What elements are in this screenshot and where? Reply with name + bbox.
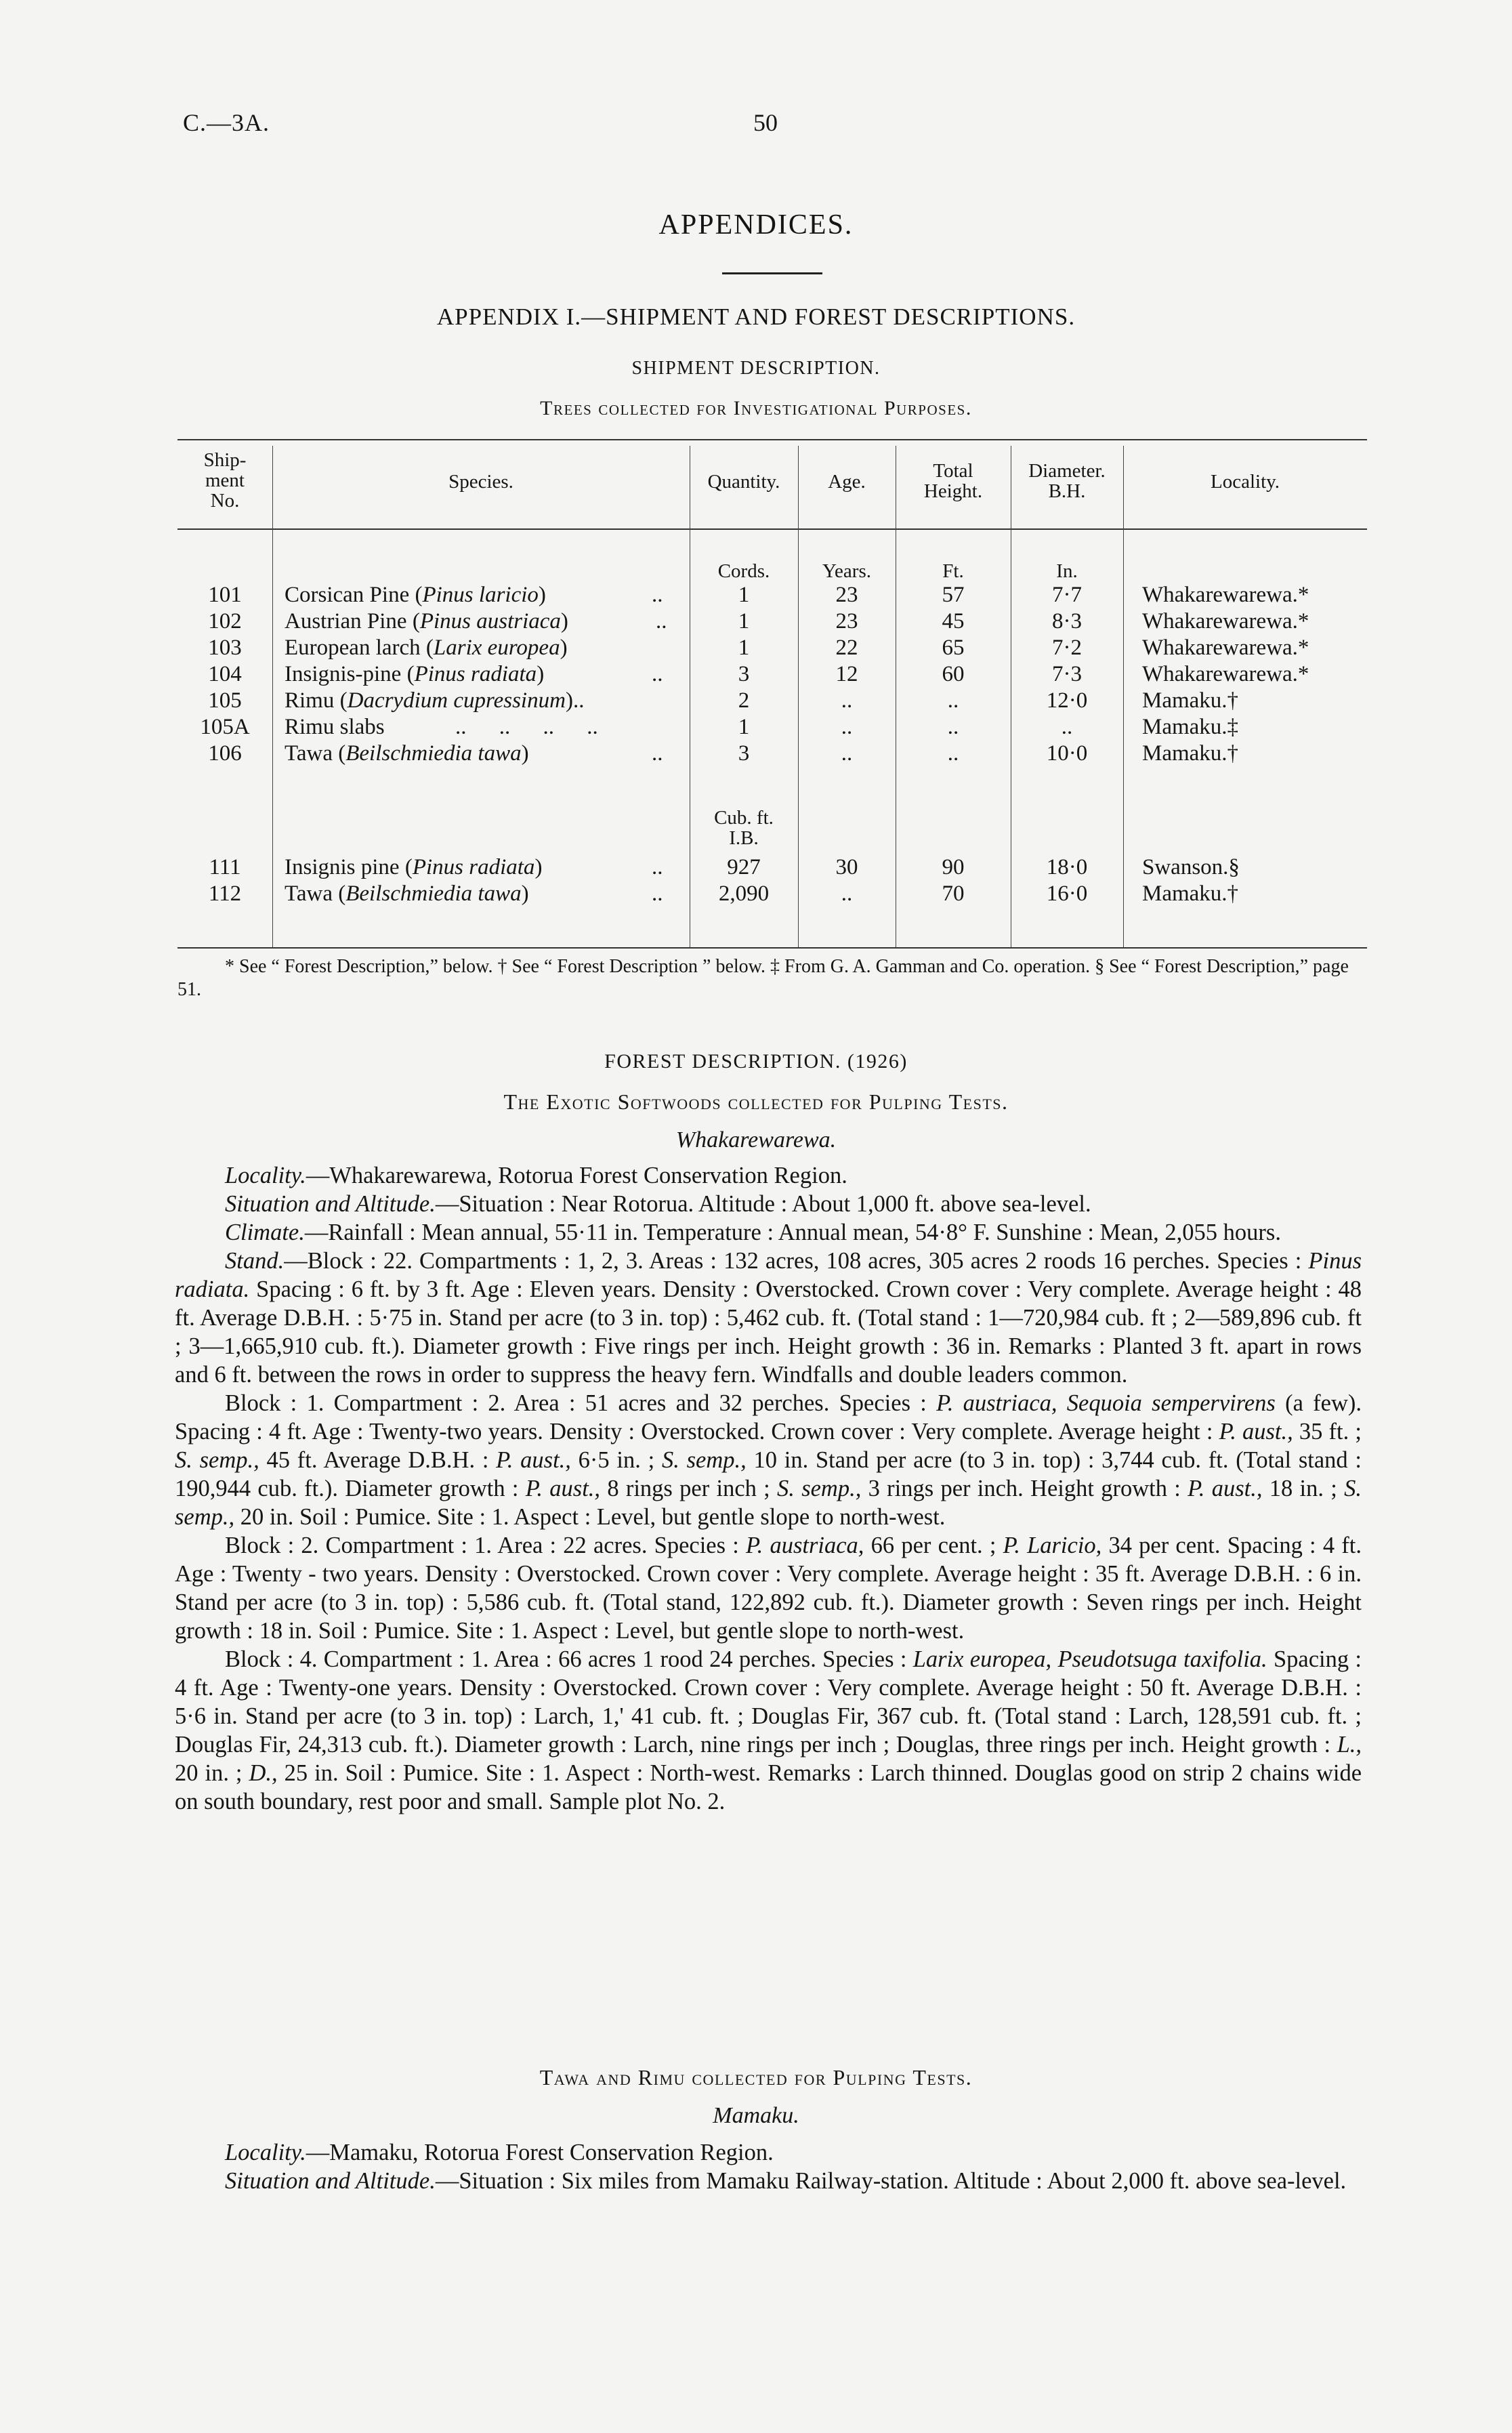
mamaku-heading: Mamaku. <box>713 2103 799 2128</box>
leader-dots: .. <box>656 609 667 633</box>
whakarewarewa-heading: Whakarewarewa. <box>675 1127 837 1152</box>
diameter-value: 8·3 <box>1052 609 1082 633</box>
locality-paragraph: Locality.—Mamaku, Rotorua Forest Conservation Region. <box>225 2140 774 2165</box>
diameter-value: 7·7 <box>1052 583 1082 607</box>
unit-label: Years. <box>822 560 871 582</box>
quantity-value: 2,090 <box>718 881 770 906</box>
leader-dots: .. <box>652 583 663 607</box>
height-value: 60 <box>942 662 965 686</box>
leader-dots: .. <box>652 662 663 686</box>
species-name: Insignis-pine (Pinus radiata) <box>285 662 545 686</box>
unit-label: Ft. <box>942 560 964 582</box>
locality-value: Mamaku.‡ <box>1142 715 1239 739</box>
document-reference: C.—3A. <box>183 109 270 136</box>
page-number: 50 <box>753 109 778 136</box>
shipment-number: 112 <box>208 881 242 906</box>
table-top-rule <box>177 439 1367 440</box>
age-value: .. <box>841 741 853 766</box>
column-header-shipment: Ship- ment No. <box>203 449 247 512</box>
table-header-rule <box>177 528 1367 530</box>
table-bottom-rule <box>177 947 1367 949</box>
title-divider <box>722 272 822 274</box>
diameter-value: .. <box>1061 715 1073 739</box>
appendix-title: APPENDIX I.—SHIPMENT AND FOREST DESCRIPTIONS. <box>436 304 1076 330</box>
locality-value: Mamaku.† <box>1142 688 1239 713</box>
shipment-heading: SHIPMENT DESCRIPTION. <box>631 358 881 379</box>
shipment-number: 103 <box>208 636 242 660</box>
situation-paragraph: Situation and Altitude.—Situation : Six miles from Mamaku Railway-station. Altitude : About 2,000 ft. above sea-level. <box>225 2168 1347 2194</box>
diameter-value: 12·0 <box>1046 688 1088 713</box>
whakarewarewa-description <box>175 1161 1362 1816</box>
table-footnote: * See “ Forest Description,” below. † See “ Forest Description ” below. ‡ From G. A. Gamman and Co. operation. § See “ Forest Description,” page 51. <box>177 956 1349 1000</box>
column-header-species: Species. <box>448 471 513 493</box>
species-name: Rimu slabs <box>285 715 385 739</box>
shipment-number: 104 <box>208 662 242 686</box>
quantity-value: 1 <box>738 636 750 660</box>
locality-value: Whakarewarewa.* <box>1142 583 1309 607</box>
trees-heading: Trees collected for Investigational Purposes. <box>540 397 972 419</box>
height-value: 57 <box>942 583 965 607</box>
leader-dots: .. .. .. .. <box>455 715 598 739</box>
quantity-value: 1 <box>738 715 750 739</box>
situation-paragraph: Situation and Altitude.—Situation : Near Rotorua. Altitude : About 1,000 ft. above sea-level. <box>225 1191 1091 1217</box>
shipment-number: 105A <box>200 715 250 739</box>
height-value: 65 <box>942 636 965 660</box>
locality-value: Mamaku.† <box>1142 881 1239 906</box>
shipment-number: 105 <box>208 688 242 713</box>
block-1-paragraph: Block : 1. Compartment : 2. Area : 51 acres and 32 perches. Species : P. austriaca, Sequoia sempervirens (a few). Spacing : 4 ft. Age : Twenty-two years. Density : Overstocked. Crown cover : Very complete. Average height : P. aust., 35 ft. ; S. semp., 45 ft. Average D.B.H. : P. aust., 6·5 in. ; S. semp., 10 in. Stand per acre (to 3 in. top) : 3,744 cub. ft. (Total stand : 190,944 cub. ft.). Diameter growth : P. aust., 8 rings per inch ; S. semp., 3 rings per inch. Height growth : P. aust., 18 in. ; S. semp., 20 in. Soil : Pumice. Site : 1. Aspect : Level, but gentle slope to north-west. <box>175 1390 1362 1530</box>
tawa-rimu-heading: Tawa and Rimu collected for Pulping Tests. <box>539 2065 973 2089</box>
species-name: Insignis pine (Pinus radiata) <box>285 855 543 879</box>
column-header-height: Total Height. <box>923 460 983 502</box>
locality-value: Mamaku.† <box>1142 741 1239 766</box>
exotic-softwoods-heading: The Exotic Softwoods collected for Pulping Tests. <box>503 1089 1009 1114</box>
column-divider <box>1123 446 1124 947</box>
shipment-number: 101 <box>208 583 242 607</box>
column-divider <box>272 446 273 947</box>
diameter-value: 7·2 <box>1052 636 1082 660</box>
species-name: Tawa (Beilschmiedia tawa) <box>285 741 529 766</box>
age-value: .. <box>841 881 853 906</box>
quantity-value: 1 <box>738 609 750 633</box>
column-header-locality: Locality. <box>1211 471 1280 493</box>
species-name: Rimu (Dacrydium cupressinum).. <box>285 688 585 713</box>
climate-paragraph: Climate.—Rainfall : Mean annual, 55·11 in. Temperature : Annual mean, 54·8° F. Sunshine : Mean, 2,055 hours. <box>225 1220 1281 1245</box>
shipment-table <box>177 434 1367 949</box>
quantity-value: 927 <box>727 855 761 879</box>
forest-description-title: FOREST DESCRIPTION. (1926) <box>604 1050 908 1073</box>
age-value: 12 <box>835 662 858 686</box>
column-header-quantity: Quantity. <box>707 471 780 493</box>
height-value: .. <box>947 741 959 766</box>
locality-value: Whakarewarewa.* <box>1142 636 1309 660</box>
leader-dots: .. <box>652 855 663 879</box>
age-value: .. <box>841 715 853 739</box>
unit-label: Cords. <box>717 560 770 582</box>
block-2-paragraph: Block : 2. Compartment : 1. Area : 22 acres. Species : P. austriaca, 66 per cent. ; P. Laricio, 34 per cent. Spacing : 4 ft. Age : Twenty - two years. Density : Overstocked. Crown cover : Very complete. Average height : 35 ft. Average D.B.H. : 6 in. Stand per acre (to 3 in. top) : 5,586 cub. ft. (Total stand, 122,892 cub. ft.). Diameter growth : Seven rings per inch. Height growth : 18 in. Soil : Pumice. Site : 1. Aspect : Level, but gentle slope to north-west. <box>175 1533 1362 1644</box>
quantity-value: 3 <box>738 741 750 766</box>
shipment-number: 111 <box>209 855 241 879</box>
column-header-diameter: Diameter. B.H. <box>1028 460 1106 502</box>
species-name: Corsican Pine (Pinus laricio) <box>285 583 546 607</box>
leader-dots: .. <box>652 881 663 906</box>
leader-dots: .. <box>652 741 663 766</box>
mamaku-description <box>175 2138 1362 2195</box>
diameter-value: 7·3 <box>1052 662 1082 686</box>
page-title: APPENDICES. <box>658 209 854 241</box>
diameter-value: 10·0 <box>1046 741 1088 766</box>
species-name: European larch (Larix europea) <box>285 636 568 660</box>
species-name: Austrian Pine (Pinus austriaca) <box>285 609 568 633</box>
column-header-age: Age. <box>828 471 866 493</box>
age-value: 23 <box>835 609 858 633</box>
shipment-number: 102 <box>208 609 242 633</box>
height-value: .. <box>947 715 959 739</box>
quantity-value: 1 <box>738 583 750 607</box>
age-value: 23 <box>835 583 858 607</box>
height-value: 70 <box>942 881 965 906</box>
stand-paragraph: Stand.—Block : 22. Compartments : 1, 2, 3. Areas : 132 acres, 108 acres, 305 acres 2 roods 16 perches. Species : Pinus radiata. Spacing : 6 ft. by 3 ft. Age : Eleven years. Density : Overstocked. Crown cover : Very complete. Average height : 48 ft. Average D.B.H. : 5·75 in. Stand per acre (to 3 in. top) : 5,462 cub. ft. (Total stand : 1—720,984 cub. ft ; 2—589,896 cub. ft ; 3—1,665,910 cub. ft.). Diameter growth : Five rings per inch. Height growth : 36 in. Remarks : Planted 3 ft. apart in rows and 6 ft. between the rows in order to suppress the heavy fern. Windfalls and double leaders common. <box>175 1248 1362 1388</box>
locality-value: Whakarewarewa.* <box>1142 609 1309 633</box>
height-value: 90 <box>942 855 965 879</box>
locality-paragraph: Locality.—Whakarewarewa, Rotorua Forest Conservation Region. <box>225 1163 847 1188</box>
locality-value: Swanson.§ <box>1142 855 1240 879</box>
locality-value: Whakarewarewa.* <box>1142 662 1309 686</box>
age-value: 30 <box>835 855 858 879</box>
unit-label: Cub. ft. I.B. <box>714 807 774 849</box>
diameter-value: 16·0 <box>1046 881 1088 906</box>
shipment-number: 106 <box>208 741 242 766</box>
age-value: 22 <box>835 636 858 660</box>
height-value: 45 <box>942 609 965 633</box>
height-value: .. <box>947 688 959 713</box>
diameter-value: 18·0 <box>1046 855 1088 879</box>
quantity-value: 2 <box>738 688 750 713</box>
unit-label: In. <box>1056 560 1078 582</box>
age-value: .. <box>841 688 853 713</box>
quantity-value: 3 <box>738 662 750 686</box>
block-4-paragraph: Block : 4. Compartment : 1. Area : 66 acres 1 rood 24 perches. Species : Larix europea, Pseudotsuga taxifolia. Spacing : 4 ft. Age : Twenty-one years. Density : Overstocked. Crown cover : Very complete. Average height : 50 ft. Average D.B.H. : 5·6 in. Stand per acre (to 3 in. top) : Larch, 1,' 41 cub. ft. ; Douglas Fir, 367 cub. ft. (Total stand : Larch, 128,591 cub. ft. ; Douglas Fir, 24,313 cub. ft.). Diameter growth : Larch, nine rings per inch ; Douglas, three rings per inch. Height growth : L., 20 in. ; D., 25 in. Soil : Pumice. Site : 1. Aspect : North-west. Remarks : Larch thinned. Douglas good on strip 2 chains wide on south boundary, rest poor and small. Sample plot No. 2. <box>175 1646 1362 1814</box>
species-name: Tawa (Beilschmiedia tawa) <box>285 881 529 906</box>
